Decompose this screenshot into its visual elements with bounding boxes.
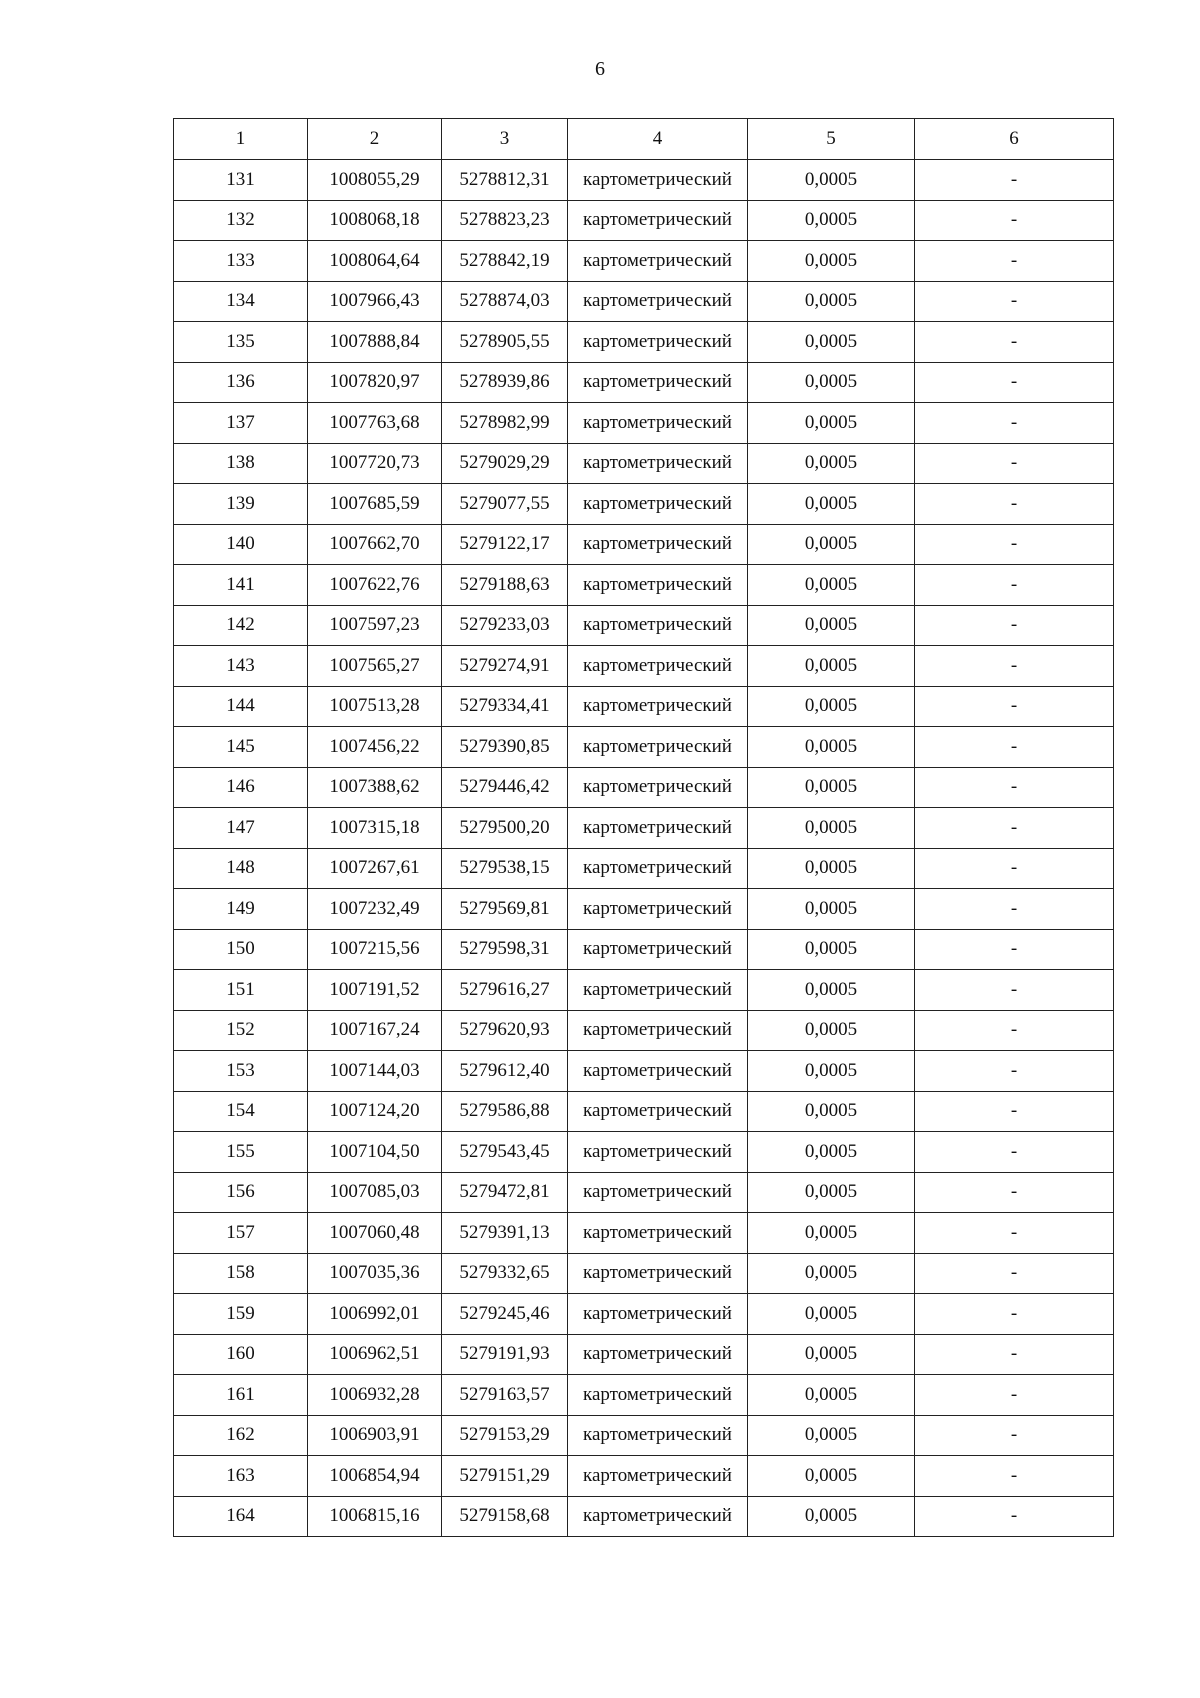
x-coordinate-cell: 1006815,16 <box>308 1496 442 1537</box>
note-cell: - <box>915 605 1114 646</box>
y-coordinate-cell: 5279332,65 <box>442 1253 568 1294</box>
method-cell: картометрический <box>568 160 748 201</box>
method-cell: картометрический <box>568 929 748 970</box>
method-cell: картометрический <box>568 848 748 889</box>
y-coordinate-cell: 5279500,20 <box>442 808 568 849</box>
x-coordinate-cell: 1007191,52 <box>308 970 442 1011</box>
note-cell: - <box>915 565 1114 606</box>
table-row <box>174 929 1114 970</box>
note-cell: - <box>915 484 1114 525</box>
accuracy-cell: 0,0005 <box>748 565 915 606</box>
accuracy-cell: 0,0005 <box>748 1375 915 1416</box>
accuracy-cell: 0,0005 <box>748 1415 915 1456</box>
point-number-cell: 136 <box>174 362 308 403</box>
point-number-cell: 149 <box>174 889 308 930</box>
y-coordinate-cell: 5278812,31 <box>442 160 568 201</box>
method-cell: картометрический <box>568 200 748 241</box>
x-coordinate-cell: 1007820,97 <box>308 362 442 403</box>
point-number-cell: 158 <box>174 1253 308 1294</box>
table-row <box>174 1253 1114 1294</box>
note-cell: - <box>915 767 1114 808</box>
x-coordinate-cell: 1008068,18 <box>308 200 442 241</box>
accuracy-cell: 0,0005 <box>748 524 915 565</box>
y-coordinate-cell: 5279391,13 <box>442 1213 568 1254</box>
x-coordinate-cell: 1008064,64 <box>308 241 442 282</box>
x-coordinate-cell: 1007267,61 <box>308 848 442 889</box>
point-number-cell: 151 <box>174 970 308 1011</box>
method-cell: картометрический <box>568 565 748 606</box>
point-number-cell: 141 <box>174 565 308 606</box>
table-row <box>174 1010 1114 1051</box>
accuracy-cell: 0,0005 <box>748 767 915 808</box>
x-coordinate-cell: 1006854,94 <box>308 1456 442 1497</box>
y-coordinate-cell: 5279538,15 <box>442 848 568 889</box>
point-number-cell: 140 <box>174 524 308 565</box>
x-coordinate-cell: 1007565,27 <box>308 646 442 687</box>
note-cell: - <box>915 848 1114 889</box>
y-coordinate-cell: 5279151,29 <box>442 1456 568 1497</box>
x-coordinate-cell: 1006932,28 <box>308 1375 442 1416</box>
y-coordinate-cell: 5278939,86 <box>442 362 568 403</box>
point-number-cell: 150 <box>174 929 308 970</box>
y-coordinate-cell: 5278982,99 <box>442 403 568 444</box>
y-coordinate-cell: 5279334,41 <box>442 686 568 727</box>
point-number-cell: 144 <box>174 686 308 727</box>
x-coordinate-cell: 1007167,24 <box>308 1010 442 1051</box>
x-coordinate-cell: 1007060,48 <box>308 1213 442 1254</box>
point-number-cell: 134 <box>174 281 308 322</box>
point-number-cell: 132 <box>174 200 308 241</box>
accuracy-cell: 0,0005 <box>748 1091 915 1132</box>
y-coordinate-cell: 5278823,23 <box>442 200 568 241</box>
accuracy-cell: 0,0005 <box>748 1456 915 1497</box>
note-cell: - <box>915 362 1114 403</box>
table-row <box>174 1456 1114 1497</box>
column-header: 2 <box>308 119 442 160</box>
accuracy-cell: 0,0005 <box>748 646 915 687</box>
accuracy-cell: 0,0005 <box>748 1010 915 1051</box>
x-coordinate-cell: 1007124,20 <box>308 1091 442 1132</box>
point-number-cell: 163 <box>174 1456 308 1497</box>
x-coordinate-cell: 1007763,68 <box>308 403 442 444</box>
x-coordinate-cell: 1008055,29 <box>308 160 442 201</box>
table-row <box>174 1375 1114 1416</box>
column-header: 3 <box>442 119 568 160</box>
method-cell: картометрический <box>568 605 748 646</box>
y-coordinate-cell: 5279616,27 <box>442 970 568 1011</box>
accuracy-cell: 0,0005 <box>748 1172 915 1213</box>
method-cell: картометрический <box>568 403 748 444</box>
note-cell: - <box>915 1132 1114 1173</box>
table-row <box>174 241 1114 282</box>
x-coordinate-cell: 1007215,56 <box>308 929 442 970</box>
accuracy-cell: 0,0005 <box>748 605 915 646</box>
method-cell: картометрический <box>568 1213 748 1254</box>
note-cell: - <box>915 281 1114 322</box>
note-cell: - <box>915 200 1114 241</box>
point-number-cell: 148 <box>174 848 308 889</box>
table-row <box>174 1415 1114 1456</box>
accuracy-cell: 0,0005 <box>748 889 915 930</box>
y-coordinate-cell: 5279274,91 <box>442 646 568 687</box>
x-coordinate-cell: 1006992,01 <box>308 1294 442 1335</box>
table-row <box>174 808 1114 849</box>
y-coordinate-cell: 5278842,19 <box>442 241 568 282</box>
accuracy-cell: 0,0005 <box>748 362 915 403</box>
x-coordinate-cell: 1007720,73 <box>308 443 442 484</box>
point-number-cell: 162 <box>174 1415 308 1456</box>
note-cell: - <box>915 808 1114 849</box>
point-number-cell: 139 <box>174 484 308 525</box>
x-coordinate-cell: 1007685,59 <box>308 484 442 525</box>
method-cell: картометрический <box>568 808 748 849</box>
method-cell: картометрический <box>568 281 748 322</box>
x-coordinate-cell: 1007315,18 <box>308 808 442 849</box>
x-coordinate-cell: 1007456,22 <box>308 727 442 768</box>
table-row <box>174 1334 1114 1375</box>
method-cell: картометрический <box>568 1091 748 1132</box>
point-number-cell: 155 <box>174 1132 308 1173</box>
y-coordinate-cell: 5279612,40 <box>442 1051 568 1092</box>
note-cell: - <box>915 889 1114 930</box>
x-coordinate-cell: 1007966,43 <box>308 281 442 322</box>
point-number-cell: 152 <box>174 1010 308 1051</box>
method-cell: картометрический <box>568 1496 748 1537</box>
x-coordinate-cell: 1007662,70 <box>308 524 442 565</box>
accuracy-cell: 0,0005 <box>748 686 915 727</box>
note-cell: - <box>915 686 1114 727</box>
note-cell: - <box>915 443 1114 484</box>
method-cell: картометрический <box>568 686 748 727</box>
column-header: 6 <box>915 119 1114 160</box>
point-number-cell: 154 <box>174 1091 308 1132</box>
point-number-cell: 147 <box>174 808 308 849</box>
column-header: 5 <box>748 119 915 160</box>
table-row <box>174 1172 1114 1213</box>
method-cell: картометрический <box>568 970 748 1011</box>
note-cell: - <box>915 1415 1114 1456</box>
table-row <box>174 1132 1114 1173</box>
accuracy-cell: 0,0005 <box>748 929 915 970</box>
point-number-cell: 157 <box>174 1213 308 1254</box>
x-coordinate-cell: 1007597,23 <box>308 605 442 646</box>
method-cell: картометрический <box>568 1294 748 1335</box>
method-cell: картометрический <box>568 1132 748 1173</box>
accuracy-cell: 0,0005 <box>748 970 915 1011</box>
point-number-cell: 160 <box>174 1334 308 1375</box>
note-cell: - <box>915 1253 1114 1294</box>
point-number-cell: 156 <box>174 1172 308 1213</box>
method-cell: картометрический <box>568 241 748 282</box>
table-row <box>174 403 1114 444</box>
method-cell: картометрический <box>568 322 748 363</box>
point-number-cell: 153 <box>174 1051 308 1092</box>
method-cell: картометрический <box>568 1375 748 1416</box>
y-coordinate-cell: 5278874,03 <box>442 281 568 322</box>
method-cell: картометрический <box>568 1415 748 1456</box>
x-coordinate-cell: 1006903,91 <box>308 1415 442 1456</box>
point-number-cell: 133 <box>174 241 308 282</box>
table-row <box>174 1091 1114 1132</box>
y-coordinate-cell: 5279245,46 <box>442 1294 568 1335</box>
method-cell: картометрический <box>568 889 748 930</box>
point-number-cell: 135 <box>174 322 308 363</box>
y-coordinate-cell: 5279163,57 <box>442 1375 568 1416</box>
accuracy-cell: 0,0005 <box>748 160 915 201</box>
table-row <box>174 848 1114 889</box>
y-coordinate-cell: 5279472,81 <box>442 1172 568 1213</box>
note-cell: - <box>915 1051 1114 1092</box>
point-number-cell: 131 <box>174 160 308 201</box>
accuracy-cell: 0,0005 <box>748 281 915 322</box>
table-row <box>174 686 1114 727</box>
table-header-row <box>174 119 1114 160</box>
accuracy-cell: 0,0005 <box>748 808 915 849</box>
note-cell: - <box>915 1172 1114 1213</box>
point-number-cell: 137 <box>174 403 308 444</box>
note-cell: - <box>915 241 1114 282</box>
table-row <box>174 322 1114 363</box>
y-coordinate-cell: 5279158,68 <box>442 1496 568 1537</box>
accuracy-cell: 0,0005 <box>748 848 915 889</box>
column-header: 1 <box>174 119 308 160</box>
y-coordinate-cell: 5279153,29 <box>442 1415 568 1456</box>
method-cell: картометрический <box>568 1253 748 1294</box>
table-row <box>174 1213 1114 1254</box>
point-number-cell: 159 <box>174 1294 308 1335</box>
x-coordinate-cell: 1007035,36 <box>308 1253 442 1294</box>
table-row <box>174 200 1114 241</box>
y-coordinate-cell: 5279233,03 <box>442 605 568 646</box>
table-row <box>174 727 1114 768</box>
coordinates-table <box>173 118 1114 1537</box>
y-coordinate-cell: 5279029,29 <box>442 443 568 484</box>
table-body <box>174 119 1114 1537</box>
accuracy-cell: 0,0005 <box>748 1496 915 1537</box>
note-cell: - <box>915 403 1114 444</box>
x-coordinate-cell: 1007104,50 <box>308 1132 442 1173</box>
y-coordinate-cell: 5279569,81 <box>442 889 568 930</box>
note-cell: - <box>915 1091 1114 1132</box>
accuracy-cell: 0,0005 <box>748 200 915 241</box>
y-coordinate-cell: 5279077,55 <box>442 484 568 525</box>
point-number-cell: 143 <box>174 646 308 687</box>
accuracy-cell: 0,0005 <box>748 1132 915 1173</box>
column-header: 4 <box>568 119 748 160</box>
table-row <box>174 1294 1114 1335</box>
method-cell: картометрический <box>568 727 748 768</box>
y-coordinate-cell: 5279122,17 <box>442 524 568 565</box>
y-coordinate-cell: 5279586,88 <box>442 1091 568 1132</box>
point-number-cell: 161 <box>174 1375 308 1416</box>
accuracy-cell: 0,0005 <box>748 484 915 525</box>
point-number-cell: 164 <box>174 1496 308 1537</box>
x-coordinate-cell: 1006962,51 <box>308 1334 442 1375</box>
table-row <box>174 362 1114 403</box>
accuracy-cell: 0,0005 <box>748 727 915 768</box>
accuracy-cell: 0,0005 <box>748 241 915 282</box>
method-cell: картометрический <box>568 484 748 525</box>
x-coordinate-cell: 1007144,03 <box>308 1051 442 1092</box>
accuracy-cell: 0,0005 <box>748 1213 915 1254</box>
method-cell: картометрический <box>568 646 748 687</box>
note-cell: - <box>915 1294 1114 1335</box>
note-cell: - <box>915 1496 1114 1537</box>
y-coordinate-cell: 5279446,42 <box>442 767 568 808</box>
y-coordinate-cell: 5279598,31 <box>442 929 568 970</box>
y-coordinate-cell: 5279191,93 <box>442 1334 568 1375</box>
y-coordinate-cell: 5279188,63 <box>442 565 568 606</box>
table-row <box>174 889 1114 930</box>
x-coordinate-cell: 1007232,49 <box>308 889 442 930</box>
table-row <box>174 646 1114 687</box>
table-row <box>174 443 1114 484</box>
note-cell: - <box>915 1456 1114 1497</box>
page-number: 6 <box>595 58 605 80</box>
note-cell: - <box>915 1375 1114 1416</box>
table-row <box>174 524 1114 565</box>
method-cell: картометрический <box>568 1456 748 1497</box>
note-cell: - <box>915 727 1114 768</box>
y-coordinate-cell: 5279620,93 <box>442 1010 568 1051</box>
method-cell: картометрический <box>568 1334 748 1375</box>
x-coordinate-cell: 1007085,03 <box>308 1172 442 1213</box>
note-cell: - <box>915 1010 1114 1051</box>
point-number-cell: 146 <box>174 767 308 808</box>
x-coordinate-cell: 1007622,76 <box>308 565 442 606</box>
table-row <box>174 605 1114 646</box>
note-cell: - <box>915 929 1114 970</box>
method-cell: картометрический <box>568 524 748 565</box>
accuracy-cell: 0,0005 <box>748 403 915 444</box>
table-row <box>174 281 1114 322</box>
method-cell: картометрический <box>568 443 748 484</box>
method-cell: картометрический <box>568 1172 748 1213</box>
point-number-cell: 145 <box>174 727 308 768</box>
note-cell: - <box>915 322 1114 363</box>
note-cell: - <box>915 160 1114 201</box>
note-cell: - <box>915 1213 1114 1254</box>
x-coordinate-cell: 1007513,28 <box>308 686 442 727</box>
accuracy-cell: 0,0005 <box>748 1334 915 1375</box>
table-row <box>174 484 1114 525</box>
note-cell: - <box>915 1334 1114 1375</box>
y-coordinate-cell: 5278905,55 <box>442 322 568 363</box>
table-row <box>174 160 1114 201</box>
accuracy-cell: 0,0005 <box>748 1253 915 1294</box>
y-coordinate-cell: 5279390,85 <box>442 727 568 768</box>
accuracy-cell: 0,0005 <box>748 322 915 363</box>
point-number-cell: 138 <box>174 443 308 484</box>
method-cell: картометрический <box>568 362 748 403</box>
table-row <box>174 767 1114 808</box>
method-cell: картометрический <box>568 1051 748 1092</box>
accuracy-cell: 0,0005 <box>748 443 915 484</box>
x-coordinate-cell: 1007888,84 <box>308 322 442 363</box>
note-cell: - <box>915 970 1114 1011</box>
table-row <box>174 565 1114 606</box>
method-cell: картометрический <box>568 1010 748 1051</box>
table-row <box>174 970 1114 1011</box>
note-cell: - <box>915 646 1114 687</box>
table-row <box>174 1496 1114 1537</box>
y-coordinate-cell: 5279543,45 <box>442 1132 568 1173</box>
accuracy-cell: 0,0005 <box>748 1294 915 1335</box>
x-coordinate-cell: 1007388,62 <box>308 767 442 808</box>
table-row <box>174 1051 1114 1092</box>
method-cell: картометрический <box>568 767 748 808</box>
point-number-cell: 142 <box>174 605 308 646</box>
accuracy-cell: 0,0005 <box>748 1051 915 1092</box>
note-cell: - <box>915 524 1114 565</box>
